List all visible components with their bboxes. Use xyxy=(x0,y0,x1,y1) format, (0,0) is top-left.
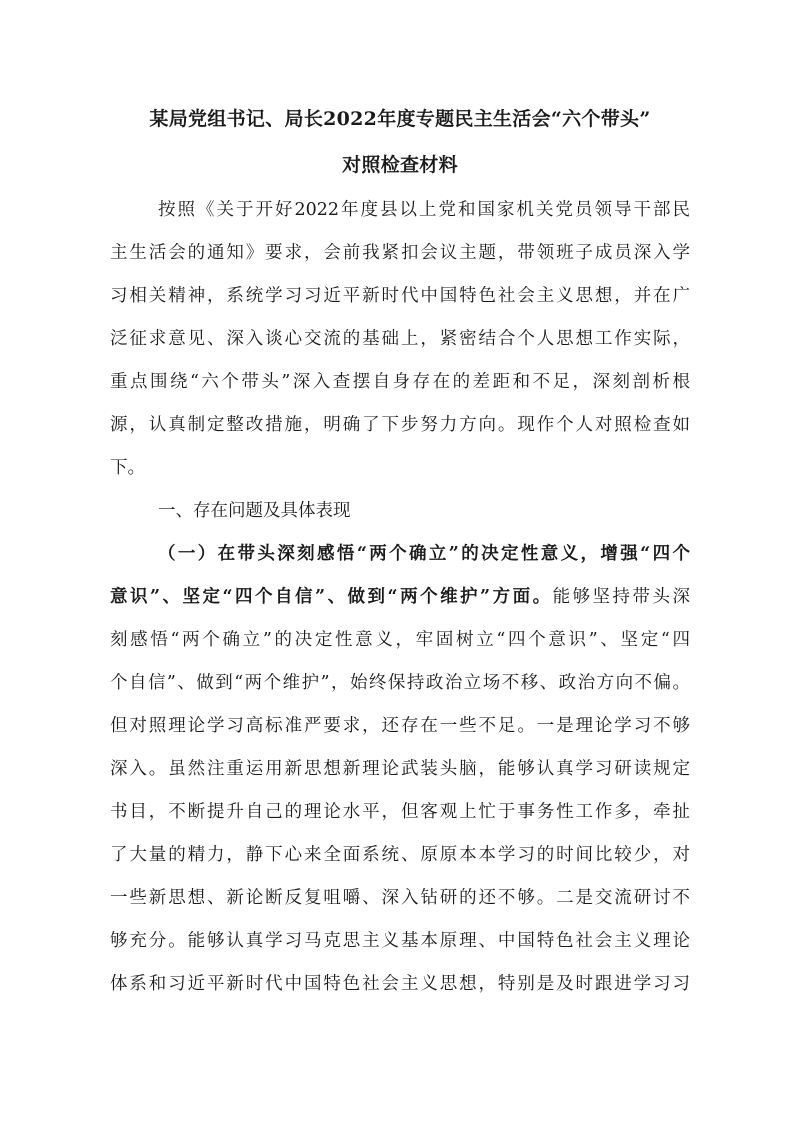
intro-line-4: 泛征求意见、深入谈心交流的基础上，紧密结合个人思想工作实际， xyxy=(110,329,690,349)
intro-line-5: 重点围绕“六个带头”深入查摆自身存在的差距和不足，深刻剖析根 xyxy=(110,372,690,392)
document-title-line-1: 某局党组书记、局长2022年度专题民主生活会“六个带头” xyxy=(149,108,651,130)
body-line-9: 体系和习近平新时代中国特色社会主义思想，特别是及时跟进学习习 xyxy=(110,974,690,994)
body-line-8: 够充分。能够认真学习马克思主义基本原理、中国特色社会主义理论 xyxy=(110,931,690,951)
body-line-5: 书目，不断提升自己的理论水平，但客观上忙于事务性工作多，牵扯 xyxy=(110,802,690,822)
body-line-1: 刻感悟“两个确立”的决定性意义，牢固树立“四个意识”、坚定“四 xyxy=(110,630,690,650)
body-line-4: 深入。虽然注重运用新思想新理论武装头脑，能够认真学习研读规定 xyxy=(110,759,690,779)
body-line-2: 个自信”、做到“两个维护”，始终保持政治立场不移、政治方向不偏。 xyxy=(110,673,690,693)
document-title-line-2: 对照检查材料 xyxy=(342,154,458,176)
sub-heading-line-2-rest: 能够坚持带头深 xyxy=(552,587,691,607)
intro-line-2: 主生活会的通知》要求，会前我紧扣会议主题，带领班子成员深入学 xyxy=(110,243,690,263)
sub-heading-line-2-bold: 意识”、坚定“四个自信”、做到“两个维护”方面。 xyxy=(110,587,553,607)
sub-heading-line-1: （一）在带头深刻感悟“两个确立”的决定性意义，增强“四个 xyxy=(158,544,690,564)
body-line-7: 一些新思想、新论断反复咀嚼、深入钻研的还不够。二是交流研讨不 xyxy=(110,888,690,908)
section-heading: 一、存在问题及具体表现 xyxy=(158,501,351,521)
intro-line-3: 习相关精神，系统学习习近平新时代中国特色社会主义思想，并在广 xyxy=(110,286,690,306)
intro-line-1: 按照《关于开好2022年度县以上党和国家机关党员领导干部民 xyxy=(158,200,690,220)
sub-heading-line-2 xyxy=(110,585,690,609)
body-line-3: 但对照理论学习高标准严要求，还存在一些不足。一是理论学习不够 xyxy=(110,716,690,736)
intro-line-7: 下。 xyxy=(110,458,145,478)
body-line-6: 了大量的精力，静下心来全面系统、原原本本学习的时间比较少，对 xyxy=(110,845,690,865)
intro-line-6: 源，认真制定整改措施，明确了下步努力方向。现作个人对照检查如 xyxy=(110,415,690,435)
